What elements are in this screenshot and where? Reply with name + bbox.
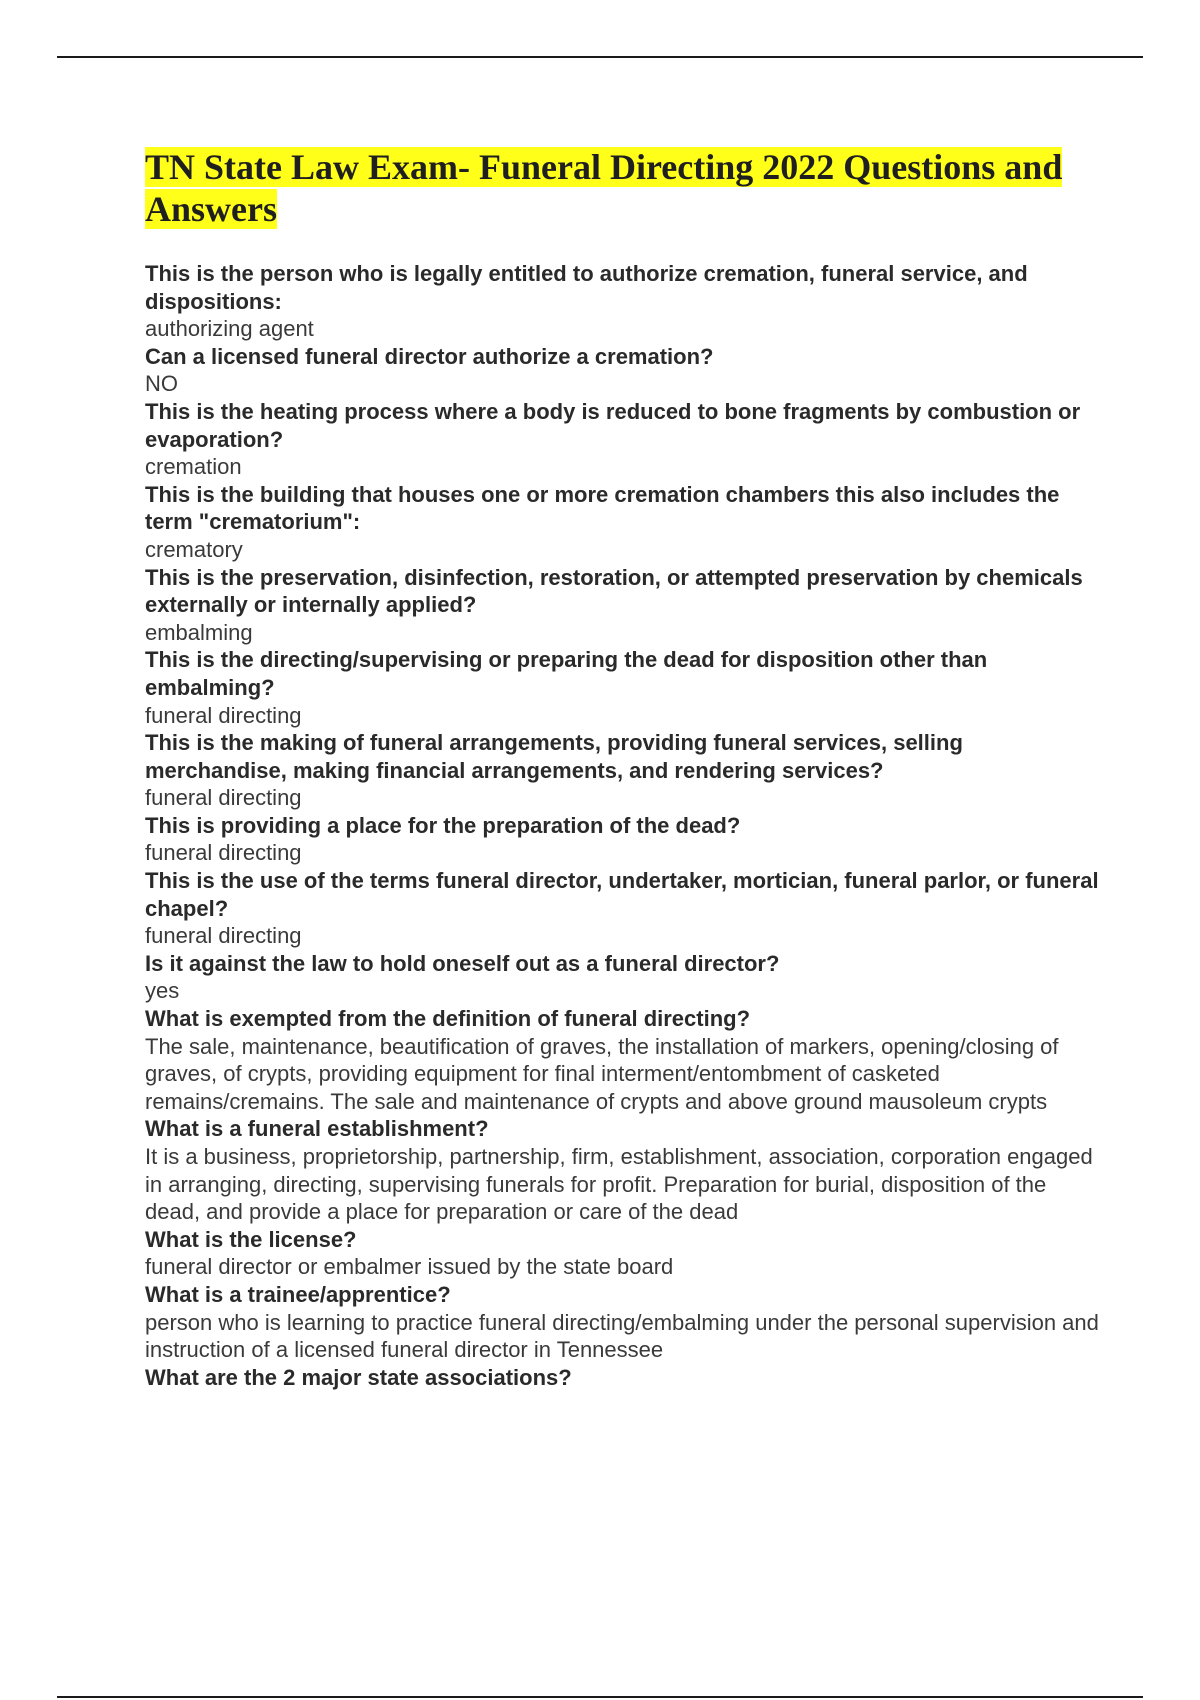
question-text: This is the directing/supervising or preparing the dead for disposition other than embalming? bbox=[145, 647, 988, 700]
qa-item bbox=[145, 867, 1100, 950]
qa-item bbox=[145, 1281, 1100, 1364]
answer-text: yes bbox=[145, 978, 180, 1004]
question-text: This is the making of funeral arrangements, providing funeral services, selling merchandise, making financial arrangements, and rendering services? bbox=[145, 730, 963, 783]
question-text: What is a funeral establishment? bbox=[145, 1116, 489, 1142]
question-text: Is it against the law to hold oneself out as a funeral director? bbox=[145, 950, 780, 976]
qa-list bbox=[145, 260, 1100, 1391]
qa-item bbox=[145, 812, 1100, 867]
question-text: This is the building that houses one or more cremation chambers this also includes the term "crematorium": bbox=[145, 481, 1060, 535]
answer-text: person who is learning to practice funeral directing/embalming under the personal supervision and instruction of a licensed funeral director in Tennessee bbox=[145, 1309, 1099, 1363]
footer-rule bbox=[57, 1696, 1143, 1698]
title-highlight: TN State Law Exam- Funeral Directing 2022 Questions and Answers bbox=[145, 147, 1063, 229]
question-text: This is providing a place for the preparation of the dead? bbox=[145, 812, 741, 838]
question-text: This is the preservation, disinfection, restoration, or attempted preservation by chemicals externally or internally applied? bbox=[145, 564, 1083, 618]
answer-text: funeral directing bbox=[145, 702, 302, 728]
question-text: This is the heating process where a body is reduced to bone fragments by combustion or evaporation? bbox=[145, 398, 1081, 452]
document-title bbox=[145, 146, 1100, 230]
qa-item bbox=[145, 1364, 1100, 1392]
answer-text: funeral directing bbox=[145, 785, 302, 811]
answer-text: funeral directing bbox=[145, 840, 302, 866]
answer-text: It is a business, proprietorship, partnership, firm, establishment, association, corporation engaged in arranging, directing, supervising funerals for profit. Preparation for burial, disposition of the dead, and provide a place for preparation or care of the dead bbox=[145, 1144, 1093, 1225]
answer-text: NO bbox=[145, 371, 178, 397]
qa-item bbox=[145, 398, 1100, 481]
answer-text: The sale, maintenance, beautification of graves, the installation of markers, opening/closing of graves, of crypts, providing equipment for final interment/entombment of casketed remains/cremains. The sale and maintenance of crypts and above ground mausoleum crypts bbox=[145, 1033, 1059, 1114]
question-text: What are the 2 major state associations? bbox=[145, 1364, 572, 1390]
qa-item bbox=[145, 1115, 1100, 1225]
qa-item bbox=[145, 1005, 1100, 1115]
qa-item bbox=[145, 343, 1100, 398]
answer-text: funeral director or embalmer issued by the state board bbox=[145, 1254, 674, 1280]
answer-text: crematory bbox=[145, 536, 243, 562]
qa-item bbox=[145, 646, 1100, 729]
answer-text: embalming bbox=[145, 619, 253, 645]
qa-item bbox=[145, 729, 1100, 812]
qa-item bbox=[145, 260, 1100, 343]
question-text: What is exempted from the definition of funeral directing? bbox=[145, 1006, 751, 1032]
question-text: This is the person who is legally entitled to authorize cremation, funeral service, and dispositions: bbox=[145, 261, 1028, 314]
qa-item bbox=[145, 1226, 1100, 1281]
question-text: This is the use of the terms funeral director, undertaker, mortician, funeral parlor, or funeral chapel? bbox=[145, 868, 1099, 921]
qa-item bbox=[145, 950, 1100, 1005]
document-body bbox=[145, 146, 1100, 1391]
question-text: What is a trainee/apprentice? bbox=[145, 1281, 451, 1307]
header-rule bbox=[57, 56, 1143, 58]
answer-text: funeral directing bbox=[145, 923, 302, 949]
answer-text: authorizing agent bbox=[145, 316, 314, 342]
question-text: What is the license? bbox=[145, 1226, 357, 1252]
answer-text: cremation bbox=[145, 454, 242, 480]
qa-item bbox=[145, 564, 1100, 647]
qa-item bbox=[145, 481, 1100, 564]
question-text: Can a licensed funeral director authorize a cremation? bbox=[145, 343, 714, 369]
